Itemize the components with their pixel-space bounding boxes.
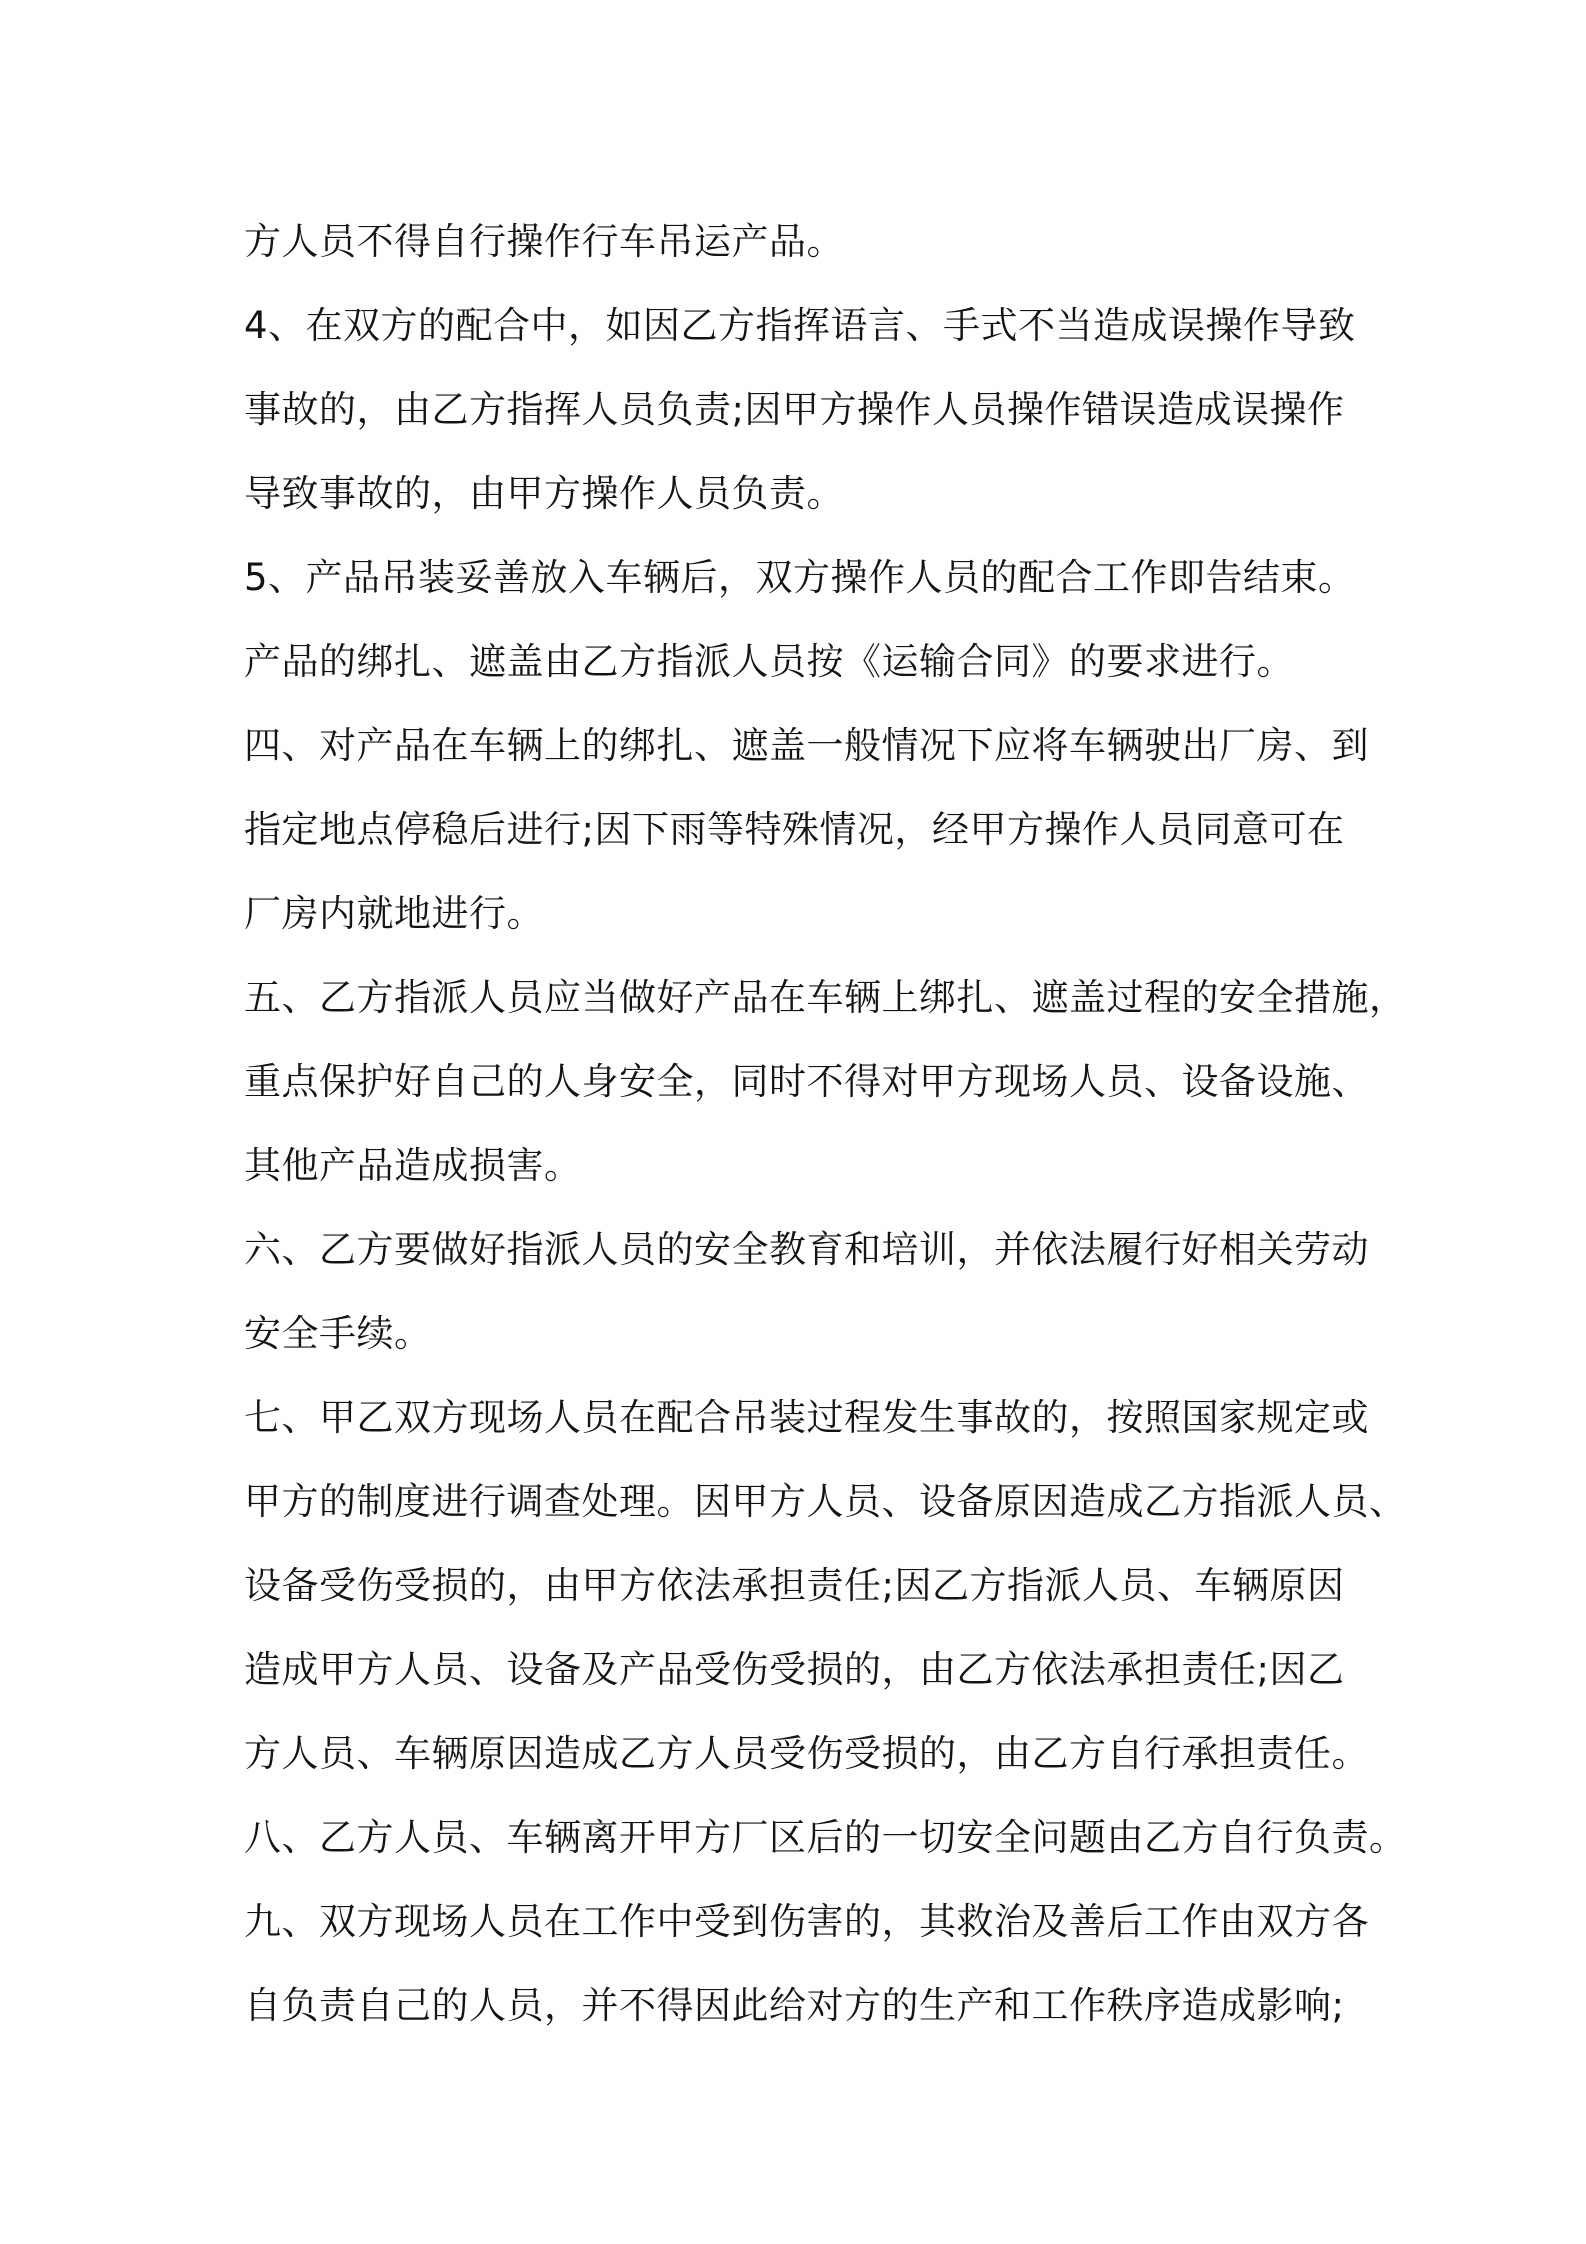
text-line: 导致事故的，由甲方操作人员负责。 bbox=[244, 472, 844, 515]
text-line: 厂房内就地进行。 bbox=[244, 892, 544, 935]
document-body bbox=[244, 200, 1407, 2048]
text-line: 四、对产品在车辆上的绑扎、遮盖一般情况下应将车辆驶出厂房、到 bbox=[244, 724, 1369, 767]
text-line: 产品的绑扎、遮盖由乙方指派人员按《运输合同》的要求进行。 bbox=[244, 640, 1294, 683]
text-line: 5、产品吊装妥善放入车辆后，双方操作人员的配合工作即告结束。 bbox=[244, 556, 1356, 599]
text-line: 七、甲乙双方现场人员在配合吊装过程发生事故的，按照国家规定或 bbox=[244, 1396, 1369, 1439]
text-line: 4、在双方的配合中，如因乙方指挥语言、手式不当造成误操作导致 bbox=[244, 304, 1356, 347]
text-line: 重点保护好自己的人身安全，同时不得对甲方现场人员、设备设施、 bbox=[244, 1060, 1369, 1103]
text-line: 指定地点停稳后进行;因下雨等特殊情况，经甲方操作人员同意可在 bbox=[244, 808, 1345, 851]
text-line: 自负责自己的人员，并不得因此给对方的生产和工作秩序造成影响; bbox=[244, 1984, 1345, 2027]
text-line: 事故的，由乙方指挥人员负责;因甲方操作人员操作错误造成误操作 bbox=[244, 388, 1345, 431]
text-line: 六、乙方要做好指派人员的安全教育和培训，并依法履行好相关劳动 bbox=[244, 1228, 1369, 1271]
text-line: 九、双方现场人员在工作中受到伤害的，其救治及善后工作由双方各 bbox=[244, 1900, 1369, 1943]
text-line: 安全手续。 bbox=[244, 1312, 432, 1355]
text-line: 八、乙方人员、车辆离开甲方厂区后的一切安全问题由乙方自行负责。 bbox=[244, 1816, 1407, 1859]
text-line: 设备受伤受损的，由甲方依法承担责任;因乙方指派人员、车辆原因 bbox=[244, 1564, 1345, 1607]
text-line: 甲方的制度进行调查处理。因甲方人员、设备原因造成乙方指派人员、 bbox=[244, 1480, 1407, 1523]
text-line: 造成甲方人员、设备及产品受伤受损的，由乙方依法承担责任;因乙 bbox=[244, 1648, 1345, 1691]
text-line: 五、乙方指派人员应当做好产品在车辆上绑扎、遮盖过程的安全措施， bbox=[244, 976, 1407, 1019]
text-line: 方人员不得自行操作行车吊运产品。 bbox=[244, 220, 844, 263]
text-line: 其他产品造成损害。 bbox=[244, 1144, 582, 1187]
text-line: 方人员、车辆原因造成乙方人员受伤受损的，由乙方自行承担责任。 bbox=[244, 1732, 1369, 1775]
